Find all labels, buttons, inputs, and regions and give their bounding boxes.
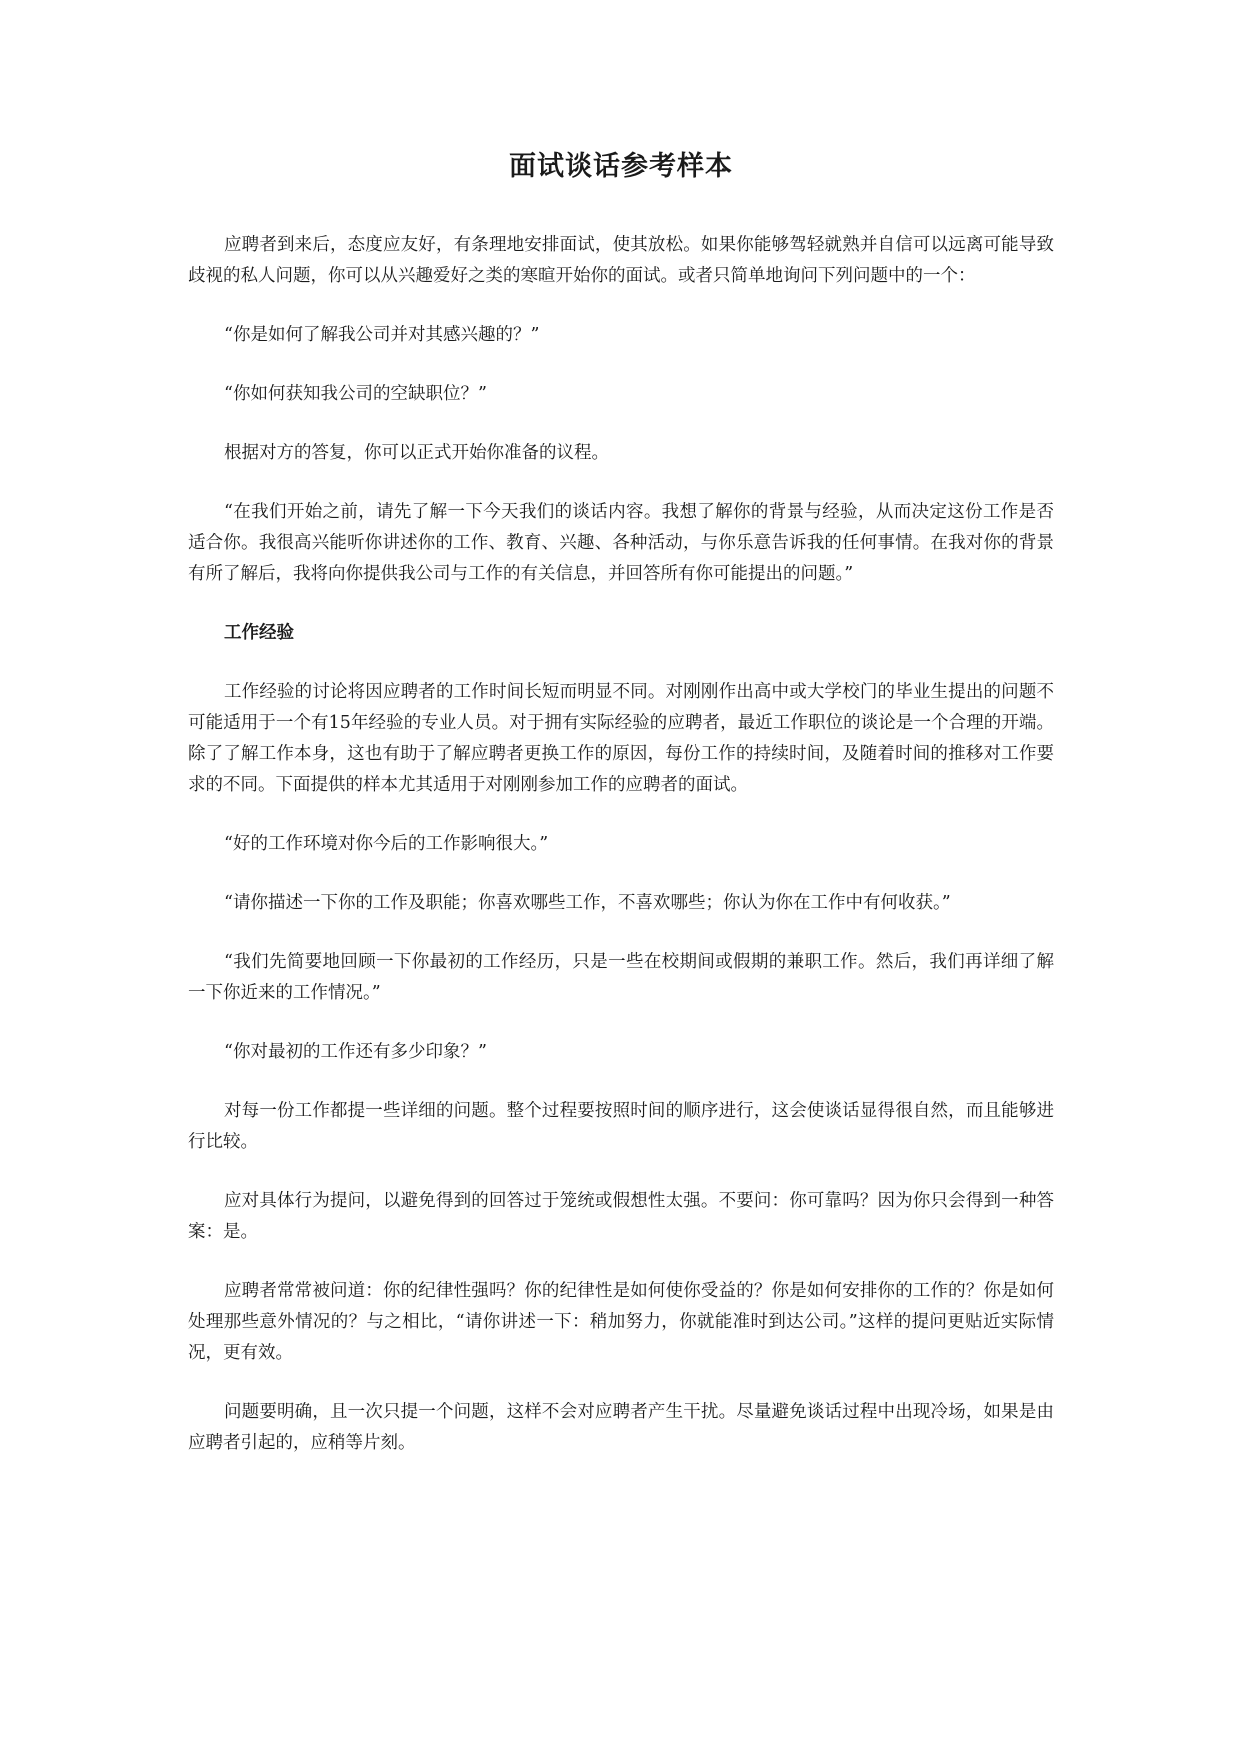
document-page <box>188 150 1054 1487</box>
paragraph-work-quote-4: “你对最初的工作还有多少印象？” <box>224 1042 487 1062</box>
paragraph-intro: 应聘者到来后，态度应友好，有条理地安排面试，使其放松。如果你能够驾轻就熟并自信可以远离可能导致歧视的私人问题，你可以从兴趣爱好之类的寒暄开始你的面试。或者只简单地询问下列问题中的一个： <box>188 235 1054 286</box>
paragraph-detail-questions: 对每一份工作都提一些详细的问题。整个过程要按照时间的顺序进行，这会使谈话显得很自然，而且能够进行比较。 <box>188 1101 1054 1152</box>
paragraph-discipline-questions: 应聘者常常被问道：你的纪律性强吗？你的纪律性是如何使你受益的？你是如何安排你的工作的？你是如何处理那些意外情况的？与之相比，“请你讲述一下：稍加努力，你就能准时到达公司。”这样的提问更贴近实际情况，更有效。 <box>188 1281 1054 1363</box>
paragraph-work-experience-intro: 工作经验的讨论将因应聘者的工作时间长短而明显不同。对刚刚作出高中或大学校门的毕业生提出的问题不可能适用于一个有15年经验的专业人员。对于拥有实际经验的应聘者，最近工作职位的谈论是一个合理的开端。除了了解工作本身，这也有助于了解应聘者更换工作的原因，每份工作的持续时间，及随着时间的推移对工作要求的不同。下面提供的样本尤其适用于对刚刚参加工作的应聘者的面试。 <box>188 682 1054 795</box>
paragraph-agenda: 根据对方的答复，你可以正式开始你准备的议程。 <box>224 443 609 463</box>
document-title: 面试谈话参考样本 <box>509 151 733 182</box>
paragraph-question-2: “你如何获知我公司的空缺职位？” <box>224 384 487 404</box>
paragraph-clear-questions: 问题要明确，且一次只提一个问题，这样不会对应聘者产生干扰。尽量避免谈话过程中出现冷场，如果是由应聘者引起的，应稍等片刻。 <box>188 1402 1054 1453</box>
paragraph-work-quote-2: “请你描述一下你的工作及职能；你喜欢哪些工作，不喜欢哪些；你认为你在工作中有何收获。” <box>224 893 951 913</box>
paragraph-work-quote-1: “好的工作环境对你今后的工作影响很大。” <box>224 834 549 854</box>
paragraph-question-1: “你是如何了解我公司并对其感兴趣的？” <box>224 325 540 345</box>
paragraph-specific-behavior: 应对具体行为提问，以避免得到的回答过于笼统或假想性太强。不要问：你可靠吗？因为你只会得到一种答案：是。 <box>188 1191 1054 1242</box>
paragraph-work-quote-3: “我们先简要地回顾一下你最初的工作经历，只是一些在校期间或假期的兼职工作。然后，我们再详细了解一下你近来的工作情况。” <box>188 952 1054 1003</box>
paragraph-opening-statement: “在我们开始之前，请先了解一下今天我们的谈话内容。我想了解你的背景与经验，从而决定这份工作是否适合你。我很高兴能听你讲述你的工作、教育、兴趣、各种活动，与你乐意告诉我的任何事情。在我对你的背景有所了解后，我将向你提供我公司与工作的有关信息，并回答所有你可能提出的问题。” <box>188 502 1054 584</box>
section-heading-work-experience: 工作经验 <box>224 623 294 643</box>
